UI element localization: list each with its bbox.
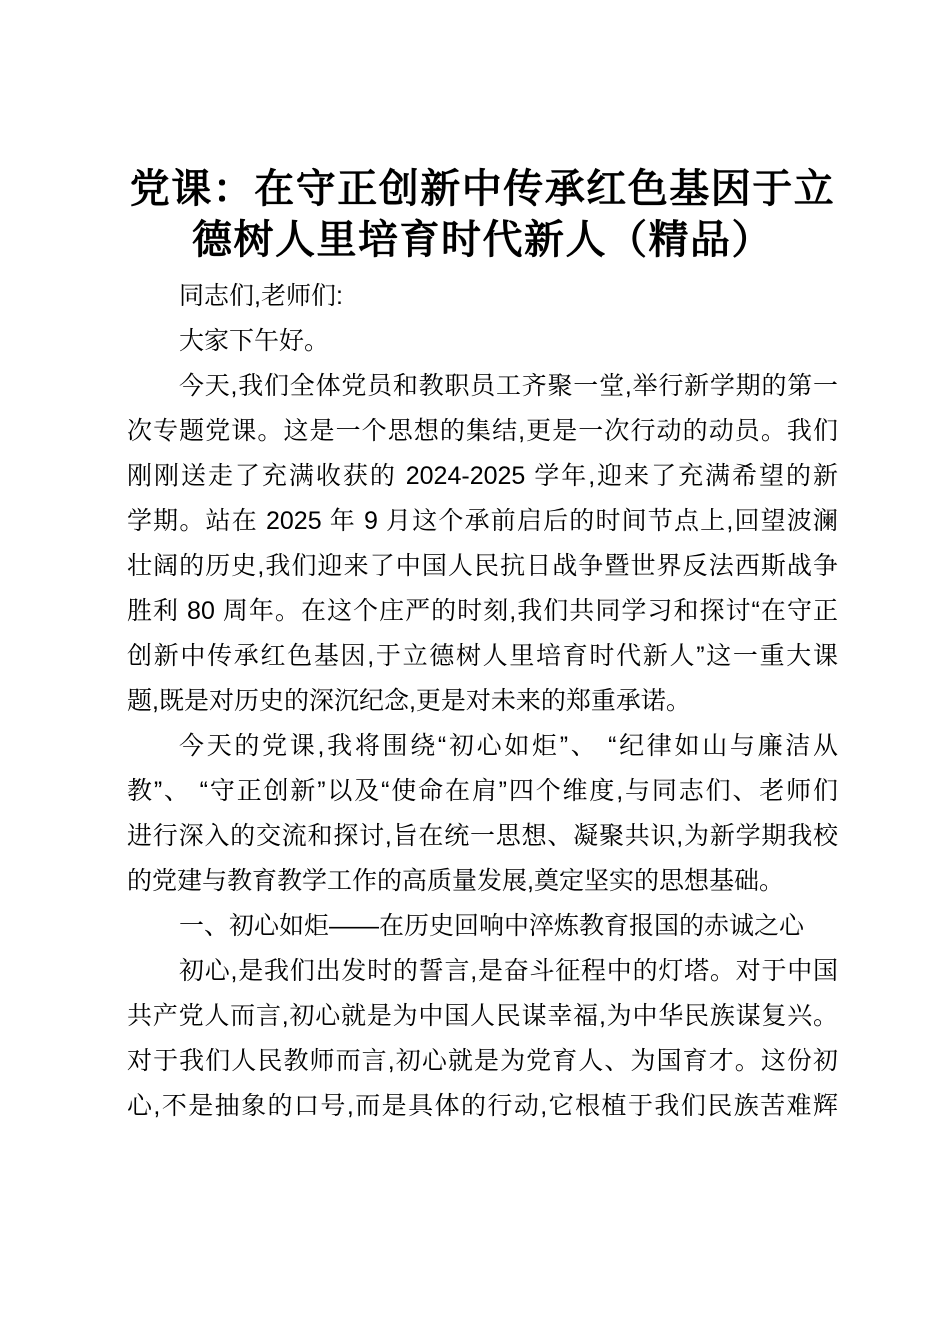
text-line: 胜利 80 周年。在这个庄严的时刻,我们共同学习和探讨“在守正 bbox=[127, 597, 838, 625]
text-line: 刚刚送走了充满收获的 2024-2025 学年,迎来了充满希望的新 bbox=[127, 462, 838, 490]
document-title-line: 党课：在守正创新中传承红色基因于立 bbox=[129, 166, 836, 211]
text-line: 初心,是我们出发时的誓言,是奋斗征程中的灯塔。对于中国 bbox=[179, 957, 838, 985]
text-line: 今天,我们全体党员和教职员工齐聚一堂,举行新学期的第一 bbox=[179, 372, 838, 400]
text-line: 共产党人而言,初心就是为中国人民谋幸福,为中华民族谋复兴。 bbox=[127, 1002, 838, 1030]
text-line: 心,不是抽象的口号,而是具体的行动,它根植于我们民族苦难辉 bbox=[127, 1092, 838, 1120]
text-line: 次专题党课。这是一个思想的集结,更是一次行动的动员。我们 bbox=[127, 417, 838, 445]
section-heading bbox=[127, 904, 838, 949]
text-line: 同志们,老师们: bbox=[179, 282, 343, 310]
paragraph bbox=[127, 274, 838, 319]
paragraph bbox=[127, 319, 838, 364]
section-heading-line: 一、初心如炬——在历史回响中淬炼教育报国的赤诚之心 bbox=[179, 912, 805, 940]
document-title bbox=[127, 163, 838, 265]
paragraph bbox=[127, 364, 838, 724]
page-content bbox=[127, 163, 838, 1129]
text-line: 的党建与教育教学工作的高质量发展,奠定坚实的思想基础。 bbox=[127, 867, 784, 895]
paragraph bbox=[127, 724, 838, 904]
text-line: 学期。站在 2025 年 9 月这个承前启后的时间节点上,回望波澜 bbox=[127, 507, 838, 535]
text-line: 进行深入的交流和探讨,旨在统一思想、凝聚共识,为新学期我校 bbox=[127, 822, 838, 850]
text-line: 大家下午好。 bbox=[179, 327, 330, 355]
document-body bbox=[127, 274, 838, 1129]
text-line: 今天的党课,我将围绕“初心如炬”、 “纪律如山与廉洁从 bbox=[179, 732, 838, 760]
document-title-line: 德树人里培育时代新人（精品） bbox=[192, 217, 773, 262]
paragraph bbox=[127, 949, 838, 1129]
text-line: 创新中传承红色基因,于立德树人里培育时代新人”这一重大课 bbox=[127, 642, 838, 670]
text-line: 题,既是对历史的深沉纪念,更是对未来的郑重承诺。 bbox=[127, 687, 691, 715]
text-line: 壮阔的历史,我们迎来了中国人民抗日战争暨世界反法西斯战争 bbox=[127, 552, 838, 580]
text-line: 教”、 “守正创新”以及“使命在肩”四个维度,与同志们、老师们 bbox=[127, 777, 838, 805]
text-line: 对于我们人民教师而言,初心就是为党育人、为国育才。这份初 bbox=[127, 1047, 838, 1075]
